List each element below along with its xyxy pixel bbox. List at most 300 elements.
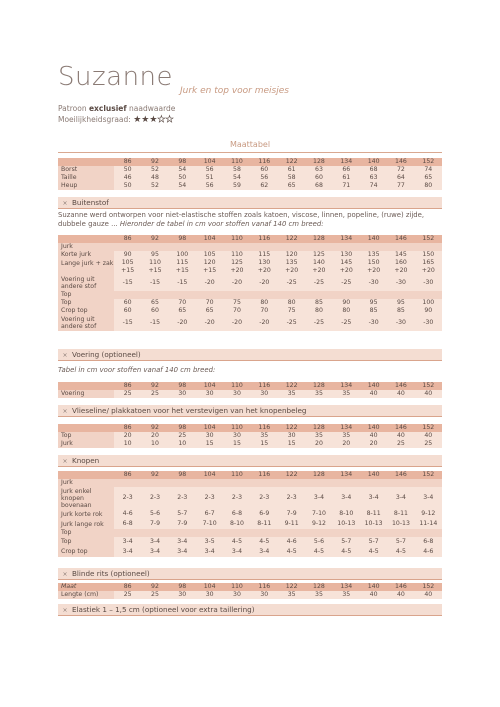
value-cell: 10-13 [333,519,360,529]
table-row [58,275,442,291]
value-cell: 3-4 [196,547,223,557]
row-label-cell: Heup [58,182,114,190]
value-cell: 4-5 [251,537,278,547]
voering-note: Tabel in cm voor stoffen vanaf 140 cm breed: [58,366,216,374]
size-header-cell: 122 [278,158,305,166]
row-label-cell: Lange jurk + zak [58,259,114,267]
value-cell: 2-3 [251,487,278,509]
page-title: Suzanne [58,62,174,92]
size-header-cell: 152 [415,382,442,390]
value-cell: 20 [141,432,168,440]
section-title: Elastiek 1 – 1,5 cm (optioneel voor extra taillering) [72,605,255,614]
value-cell: 145 [387,251,414,259]
value-cell: 40 [360,390,387,398]
size-header-cell: 128 [305,382,332,390]
value-cell: 10 [114,440,141,448]
size-header-cell: 104 [196,471,223,479]
size-header-cell: 128 [305,158,332,166]
rits-table [58,583,442,599]
buitenstof-table [58,235,442,331]
value-cell: 120 [196,259,223,267]
maattabel-title: Maattabel [229,140,271,149]
size-header-cell: 134 [333,583,360,591]
voering-table [58,382,442,398]
value-cell: 8-11 [360,509,387,519]
value-cell: 60 [141,307,168,315]
bullet-x-icon: × [62,200,68,207]
table-row [58,267,442,275]
section-title: Vlieseline/ plakkatoen voor het verstevigen van het knopenbeleg [72,406,307,415]
table-row [58,432,442,440]
size-header-cell: 116 [251,471,278,479]
value-cell: 11-14 [415,519,442,529]
value-cell: 2-3 [114,487,141,509]
row-label-cell: Voering [58,390,114,398]
row-label-cell: Jurk lange rok [58,519,114,529]
value-cell: 10-13 [360,519,387,529]
value-cell: 35 [305,432,332,440]
value-cell: 5-7 [333,537,360,547]
value-cell: 60 [114,307,141,315]
size-header-cell: 146 [387,235,414,243]
value-cell: 8-10 [223,519,250,529]
value-cell: +15 [114,267,141,275]
value-cell: +20 [333,267,360,275]
group-label-cell: Top [58,529,442,537]
star-empty-icon: ★ [157,115,166,125]
value-cell: -15 [169,275,196,291]
size-header-cell: 104 [196,424,223,432]
value-cell: -30 [387,315,414,331]
value-cell: 70 [169,299,196,307]
value-cell: 30 [169,591,196,599]
value-cell: -20 [251,315,278,331]
value-cell: 60 [305,174,332,182]
value-cell: 74 [415,166,442,174]
value-cell: 95 [360,299,387,307]
value-cell: 135 [360,251,387,259]
size-header-cell: 110 [223,158,250,166]
value-cell: -20 [251,275,278,291]
size-header-cell: 98 [169,158,196,166]
value-cell: 61 [333,174,360,182]
value-cell: 9-12 [415,509,442,519]
difficulty-stars [133,115,173,125]
size-header-cell: 140 [360,424,387,432]
value-cell: 48 [141,174,168,182]
row-label-cell: Taille [58,174,114,182]
value-cell: 65 [169,307,196,315]
value-cell: 80 [305,307,332,315]
value-cell: -15 [141,275,168,291]
value-cell: 110 [223,251,250,259]
value-cell: 3-4 [114,537,141,547]
table-row [58,182,442,190]
group-label-row [58,291,442,299]
value-cell: 20 [333,440,360,448]
value-cell: 9-12 [305,519,332,529]
value-cell: 35 [278,591,305,599]
value-cell: 30 [223,432,250,440]
size-header-cell: 128 [305,424,332,432]
value-cell: 3-4 [141,537,168,547]
value-cell: 15 [251,440,278,448]
value-cell: 4-6 [114,509,141,519]
value-cell: 4-5 [360,547,387,557]
difficulty-label: Moeilijkheidsgraad: [58,115,131,124]
size-header-cell: 152 [415,235,442,243]
value-cell: -20 [223,275,250,291]
value-cell: 140 [305,259,332,267]
value-cell: -30 [415,315,442,331]
value-cell: 4-5 [387,547,414,557]
value-cell: 40 [360,591,387,599]
value-cell: +20 [223,267,250,275]
value-cell: 74 [360,182,387,190]
section-blinde-rits [58,568,442,580]
value-cell: 63 [305,166,332,174]
value-cell: 6-9 [251,509,278,519]
value-cell: +20 [415,267,442,275]
table-row [58,307,442,315]
value-cell: 130 [251,259,278,267]
size-header-cell: 134 [333,158,360,166]
value-cell: 5-7 [387,537,414,547]
value-cell: -25 [305,315,332,331]
size-header-cell: 122 [278,235,305,243]
row-label-cell: Top [58,432,114,440]
value-cell: 68 [360,166,387,174]
table-row [58,259,442,267]
pattern-suffix: naadwaarde [129,104,176,113]
value-cell: +15 [141,267,168,275]
size-header-cell: 128 [305,235,332,243]
value-cell: 68 [305,182,332,190]
value-cell: 51 [196,174,223,182]
star-filled-icon: ★ [141,115,150,125]
value-cell: 30 [196,390,223,398]
value-cell: 80 [251,299,278,307]
size-header-row [58,158,442,166]
size-header-cell: 140 [360,158,387,166]
knopen-table [58,471,442,557]
size-header-cell: 116 [251,424,278,432]
value-cell: 30 [169,390,196,398]
value-cell: 35 [251,432,278,440]
bullet-x-icon: × [62,571,68,578]
size-header-cell: 92 [141,471,168,479]
size-header-cell: 134 [333,471,360,479]
value-cell: +20 [278,267,305,275]
size-header-row [58,235,442,243]
row-label-cell: Jurk korte rok [58,509,114,519]
maattabel-table [58,158,442,190]
value-cell: 25 [169,432,196,440]
value-cell: 85 [360,307,387,315]
star-filled-icon: ★ [149,115,158,125]
value-cell: 110 [141,259,168,267]
value-cell: +20 [305,267,332,275]
table-row [58,251,442,259]
value-cell: -30 [415,275,442,291]
value-cell: 61 [278,166,305,174]
value-cell: 6-8 [223,509,250,519]
value-cell: 30 [278,432,305,440]
value-cell: 20 [114,432,141,440]
value-cell: 65 [415,174,442,182]
row-label-cell: Jurk [58,440,114,448]
value-cell: -20 [196,275,223,291]
size-header-cell: 86 [114,583,141,591]
value-cell: 40 [387,432,414,440]
value-cell: 100 [415,299,442,307]
value-cell: 30 [196,432,223,440]
header-label-cell: Maat [58,583,114,591]
value-cell: 3-4 [169,547,196,557]
group-label-cell: Jurk [58,243,442,251]
group-label-cell: Top [58,291,442,299]
value-cell: 8-11 [251,519,278,529]
value-cell: -30 [360,315,387,331]
value-cell: 2-3 [141,487,168,509]
value-cell: 100 [169,251,196,259]
difficulty [58,115,174,125]
size-header-cell: 146 [387,382,414,390]
value-cell: -25 [278,275,305,291]
value-cell: 105 [196,251,223,259]
bullet-x-icon: × [62,352,68,359]
value-cell: 125 [305,251,332,259]
table-row [58,174,442,182]
group-label-row [58,529,442,537]
size-header-cell: 110 [223,583,250,591]
value-cell: 20 [360,440,387,448]
value-cell: 40 [387,390,414,398]
size-header-cell: 86 [114,382,141,390]
value-cell: 59 [223,182,250,190]
size-header-cell: 104 [196,583,223,591]
size-header-cell: 110 [223,424,250,432]
value-cell: 35 [278,390,305,398]
value-cell: 71 [333,182,360,190]
value-cell: 15 [196,440,223,448]
value-cell: 46 [114,174,141,182]
section-buitenstof [58,197,442,209]
size-header-cell: 92 [141,583,168,591]
row-label-cell: Korte jurk [58,251,114,259]
buitenstof-text-2-italic: Hieronder de tabel in cm voor stoffen vanaf 140 cm breed: [119,220,324,228]
value-cell: 10 [169,440,196,448]
value-cell: +20 [360,267,387,275]
section-title: Buitenstof [72,198,109,207]
value-cell: 150 [360,259,387,267]
section-title: Voering (optioneel) [72,350,141,359]
value-cell: 25 [387,440,414,448]
value-cell: 90 [114,251,141,259]
size-header-cell: 92 [141,235,168,243]
value-cell: 30 [251,591,278,599]
value-cell: 52 [141,166,168,174]
value-cell: 7-9 [278,509,305,519]
header-label-cell [58,382,114,390]
value-cell: 135 [278,259,305,267]
size-header-cell: 110 [223,471,250,479]
size-header-cell: 104 [196,158,223,166]
size-header-cell: 110 [223,382,250,390]
value-cell: 25 [141,591,168,599]
value-cell: 60 [251,166,278,174]
value-cell: 160 [387,259,414,267]
row-label-cell [58,267,114,275]
value-cell: 56 [196,182,223,190]
value-cell: 2-3 [196,487,223,509]
value-cell: 50 [114,166,141,174]
table-row [58,299,442,307]
value-cell: 90 [415,307,442,315]
value-cell: 3-4 [387,487,414,509]
value-cell: 7-10 [305,509,332,519]
value-cell: 105 [114,259,141,267]
maattabel-rule [58,152,442,153]
value-cell: 115 [251,251,278,259]
value-cell: -15 [114,315,141,331]
value-cell: 35 [333,432,360,440]
vlieseline-table [58,424,442,448]
value-cell: +20 [387,267,414,275]
value-cell: -15 [114,275,141,291]
value-cell: +20 [251,267,278,275]
section-elastiek [58,604,442,616]
value-cell: 40 [360,432,387,440]
value-cell: 6-8 [114,519,141,529]
size-header-cell: 146 [387,583,414,591]
size-header-cell: 116 [251,382,278,390]
value-cell: 125 [223,259,250,267]
table-row [58,487,442,509]
table-row [58,519,442,529]
size-header-cell: 140 [360,583,387,591]
value-cell: 80 [415,182,442,190]
value-cell: 66 [333,166,360,174]
value-cell: 95 [387,299,414,307]
value-cell: 85 [305,299,332,307]
size-header-cell: 92 [141,158,168,166]
value-cell: 8-11 [387,509,414,519]
row-label-cell: Top [58,537,114,547]
value-cell: 5-6 [141,509,168,519]
size-header-cell: 122 [278,382,305,390]
size-header-cell: 98 [169,235,196,243]
value-cell: 7-10 [196,519,223,529]
buitenstof-text [58,211,442,229]
value-cell: 3-4 [305,487,332,509]
size-header-cell: 146 [387,424,414,432]
value-cell: 40 [387,591,414,599]
value-cell: -20 [223,315,250,331]
row-label-cell: Borst [58,166,114,174]
value-cell: 40 [415,591,442,599]
section-voering [58,349,442,361]
table-row [58,591,442,599]
size-header-row [58,424,442,432]
value-cell: 2-3 [169,487,196,509]
value-cell: 4-5 [223,537,250,547]
size-header-cell: 98 [169,471,196,479]
size-header-cell: 146 [387,471,414,479]
value-cell: 145 [333,259,360,267]
size-header-cell: 86 [114,235,141,243]
value-cell: 3-5 [196,537,223,547]
table-row [58,537,442,547]
value-cell: 80 [278,299,305,307]
value-cell: 54 [223,174,250,182]
value-cell: 2-3 [223,487,250,509]
size-header-cell: 140 [360,235,387,243]
value-cell: 3-4 [169,537,196,547]
table-row [58,509,442,519]
size-header-cell: 122 [278,424,305,432]
value-cell: 35 [333,390,360,398]
value-cell: 40 [415,432,442,440]
value-cell: 25 [114,390,141,398]
table-row [58,547,442,557]
value-cell: +15 [196,267,223,275]
size-header-cell: 104 [196,382,223,390]
size-header-cell: 146 [387,158,414,166]
value-cell: 65 [141,299,168,307]
size-header-cell: 98 [169,424,196,432]
value-cell: 90 [333,299,360,307]
size-header-cell: 98 [169,583,196,591]
value-cell: 54 [169,182,196,190]
value-cell: 50 [114,182,141,190]
value-cell: 4-5 [305,547,332,557]
group-label-row [58,479,442,487]
value-cell: 40 [415,390,442,398]
value-cell: 5-7 [169,509,196,519]
table-row [58,440,442,448]
value-cell: 5-7 [360,537,387,547]
value-cell: -25 [333,315,360,331]
value-cell: 120 [278,251,305,259]
value-cell: 3-4 [114,547,141,557]
size-header-cell: 152 [415,424,442,432]
value-cell: 115 [169,259,196,267]
value-cell: 64 [387,174,414,182]
size-header-cell: 86 [114,424,141,432]
value-cell: 4-5 [278,547,305,557]
section-title: Knopen [72,456,100,465]
value-cell: 72 [387,166,414,174]
size-header-row [58,382,442,390]
row-label-cell: Jurk enkel knopen bovenaan [58,487,114,509]
value-cell: 75 [223,299,250,307]
star-filled-icon: ★ [133,115,142,125]
value-cell: 70 [223,307,250,315]
row-label-cell: Crop top [58,547,114,557]
value-cell: 30 [196,591,223,599]
size-header-cell: 110 [223,235,250,243]
value-cell: 9-11 [278,519,305,529]
row-label-cell: Top [58,299,114,307]
value-cell: 65 [196,307,223,315]
value-cell: +15 [169,267,196,275]
value-cell: 7-9 [141,519,168,529]
header-label-cell [58,158,114,166]
value-cell: -20 [196,315,223,331]
size-header-cell: 122 [278,471,305,479]
pattern-prefix: Patroon [58,104,87,113]
